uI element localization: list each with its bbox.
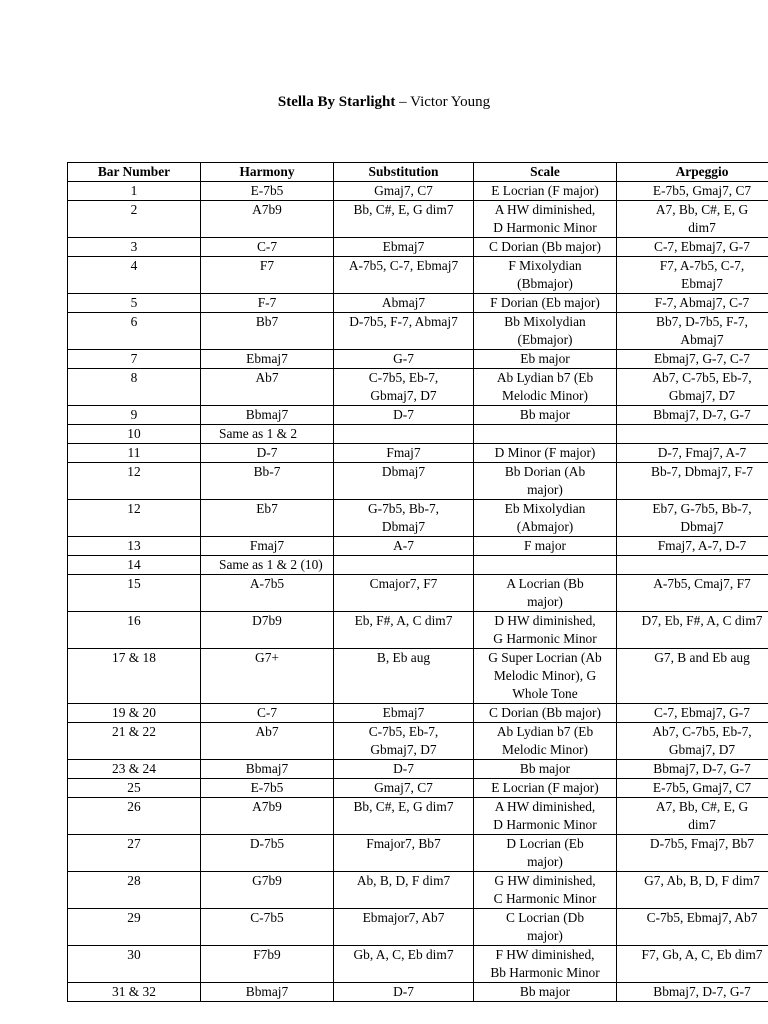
bar-number-cell: 10 [68,425,201,444]
scale-cell: F major [474,537,617,556]
arpeggio-cell: A-7b5, Cmaj7, F7 [617,575,768,612]
scale-cell: Bb Mixolydian (Ebmajor) [474,313,617,350]
harmony-cell: Same as 1 & 2 [201,425,334,444]
harmony-cell: G7+ [201,649,334,704]
scale-cell: Bb major [474,760,617,779]
arpeggio-cell: Fmaj7, A-7, D-7 [617,537,768,556]
table-row [68,313,768,350]
table-row [68,350,768,369]
table-row [68,779,768,798]
scale-cell: E Locrian (F major) [474,182,617,201]
bar-number-cell: 27 [68,835,201,872]
arpeggio-cell: D7, Eb, F#, A, C dim7 [617,612,768,649]
bar-number-cell: 28 [68,872,201,909]
bar-number-cell: 8 [68,369,201,406]
scale-cell: D HW diminished, G Harmonic Minor [474,612,617,649]
scale-cell: C Dorian (Bb major) [474,238,617,257]
arpeggio-cell: F7, Gb, A, C, Eb dim7 [617,946,768,983]
harmony-cell: E-7b5 [201,779,334,798]
scale-cell: F Mixolydian (Bbmajor) [474,257,617,294]
scale-cell: F HW diminished, Bb Harmonic Minor [474,946,617,983]
harmony-cell: E-7b5 [201,182,334,201]
substitution-cell: Ebmaj7 [334,238,474,257]
scale-cell: Ab Lydian b7 (Eb Melodic Minor) [474,369,617,406]
table-row [68,500,768,537]
arpeggio-cell: Ebmaj7, G-7, C-7 [617,350,768,369]
bar-number-cell: 25 [68,779,201,798]
harmony-cell: F7b9 [201,946,334,983]
table-row [68,425,768,444]
substitution-cell: D-7 [334,760,474,779]
arpeggio-cell: F-7, Abmaj7, C-7 [617,294,768,313]
table-header-row [68,163,768,182]
harmony-cell: A-7b5 [201,575,334,612]
scale-cell: F Dorian (Eb major) [474,294,617,313]
harmony-cell: A7b9 [201,798,334,835]
scale-cell: Bb major [474,983,617,1002]
table-row [68,182,768,201]
arpeggio-cell: A7, Bb, C#, E, G dim7 [617,798,768,835]
substitution-cell: Ebmaj7 [334,704,474,723]
scale-cell: G Super Locrian (Ab Melodic Minor), G Whole Tone [474,649,617,704]
table-row [68,723,768,760]
arpeggio-cell: E-7b5, Gmaj7, C7 [617,779,768,798]
scale-cell: G HW diminished, C Harmonic Minor [474,872,617,909]
bar-number-cell: 12 [68,500,201,537]
arpeggio-cell: Bbmaj7, D-7, G-7 [617,760,768,779]
harmony-cell: D-7 [201,444,334,463]
bar-number-cell: 14 [68,556,201,575]
table-row [68,444,768,463]
table-row [68,201,768,238]
arpeggio-cell [617,425,768,444]
table-container [67,162,768,1002]
table-body [68,182,768,1002]
table-row [68,798,768,835]
arpeggio-cell: C-7, Ebmaj7, G-7 [617,704,768,723]
substitution-cell: D-7 [334,406,474,425]
arpeggio-cell: Ab7, C-7b5, Eb-7, Gbmaj7, D7 [617,369,768,406]
bar-number-cell: 7 [68,350,201,369]
table-row [68,983,768,1002]
bar-number-cell: 29 [68,909,201,946]
header-bar-number: Bar Number [68,163,201,182]
substitution-cell: B, Eb aug [334,649,474,704]
harmony-cell: Same as 1 & 2 (10) [201,556,334,575]
scale-cell: A HW diminished, D Harmonic Minor [474,798,617,835]
table-row [68,406,768,425]
arpeggio-cell: E-7b5, Gmaj7, C7 [617,182,768,201]
table-row [68,556,768,575]
harmony-cell: F-7 [201,294,334,313]
harmony-cell: Bbmaj7 [201,406,334,425]
substitution-cell: Ebmajor7, Ab7 [334,909,474,946]
harmony-cell: Ab7 [201,369,334,406]
harmony-cell: Bb7 [201,313,334,350]
bar-number-cell: 12 [68,463,201,500]
table-row [68,760,768,779]
table-row [68,909,768,946]
substitution-cell: Gb, A, C, Eb dim7 [334,946,474,983]
bar-number-cell: 1 [68,182,201,201]
header-scale: Scale [474,163,617,182]
bar-number-cell: 21 & 22 [68,723,201,760]
substitution-cell: Fmajor7, Bb7 [334,835,474,872]
harmony-cell: Ebmaj7 [201,350,334,369]
table-row [68,575,768,612]
arpeggio-cell: D-7, Fmaj7, A-7 [617,444,768,463]
scale-cell: Bb Dorian (Ab major) [474,463,617,500]
substitution-cell: Eb, F#, A, C dim7 [334,612,474,649]
bar-number-cell: 23 & 24 [68,760,201,779]
table-row [68,238,768,257]
substitution-cell: Abmaj7 [334,294,474,313]
arpeggio-cell [617,556,768,575]
substitution-cell: A-7b5, C-7, Ebmaj7 [334,257,474,294]
scale-cell: C Dorian (Bb major) [474,704,617,723]
bar-number-cell: 5 [68,294,201,313]
header-harmony: Harmony [201,163,334,182]
arpeggio-cell: G7, Ab, B, D, F dim7 [617,872,768,909]
substitution-cell: C-7b5, Eb-7, Gbmaj7, D7 [334,723,474,760]
harmony-cell: Ab7 [201,723,334,760]
bar-number-cell: 15 [68,575,201,612]
substitution-cell: Fmaj7 [334,444,474,463]
harmony-cell: C-7 [201,238,334,257]
arpeggio-cell: C-7, Ebmaj7, G-7 [617,238,768,257]
bar-number-cell: 16 [68,612,201,649]
page-title [0,94,768,111]
table-row [68,369,768,406]
arpeggio-cell: Bb-7, Dbmaj7, F-7 [617,463,768,500]
table-row [68,704,768,723]
scale-cell: A Locrian (Bb major) [474,575,617,612]
bar-number-cell: 6 [68,313,201,350]
harmony-cell: D7b9 [201,612,334,649]
substitution-cell: Bb, C#, E, G dim7 [334,798,474,835]
arpeggio-cell: F7, A-7b5, C-7, Ebmaj7 [617,257,768,294]
bar-number-cell: 31 & 32 [68,983,201,1002]
scale-cell: C Locrian (Db major) [474,909,617,946]
substitution-cell: D-7 [334,983,474,1002]
table-row [68,294,768,313]
arpeggio-cell: D-7b5, Fmaj7, Bb7 [617,835,768,872]
scale-cell: E Locrian (F major) [474,779,617,798]
harmony-cell: C-7b5 [201,909,334,946]
table-row [68,946,768,983]
substitution-cell: G-7 [334,350,474,369]
harmony-cell: C-7 [201,704,334,723]
harmony-cell: Bb-7 [201,463,334,500]
table-row [68,612,768,649]
substitution-cell: C-7b5, Eb-7, Gbmaj7, D7 [334,369,474,406]
header-arpeggio: Arpeggio [617,163,768,182]
harmony-cell: D-7b5 [201,835,334,872]
chord-table [67,162,768,1002]
bar-number-cell: 9 [68,406,201,425]
substitution-cell [334,556,474,575]
bar-number-cell: 11 [68,444,201,463]
arpeggio-cell: Ab7, C-7b5, Eb-7, Gbmaj7, D7 [617,723,768,760]
bar-number-cell: 4 [68,257,201,294]
table-row [68,835,768,872]
header-substitution: Substitution [334,163,474,182]
scale-cell [474,425,617,444]
bar-number-cell: 13 [68,537,201,556]
table-row [68,537,768,556]
harmony-cell: Bbmaj7 [201,760,334,779]
substitution-cell: Dbmaj7 [334,463,474,500]
substitution-cell: D-7b5, F-7, Abmaj7 [334,313,474,350]
scale-cell: D Minor (F major) [474,444,617,463]
substitution-cell: Ab, B, D, F dim7 [334,872,474,909]
scale-cell: Eb Mixolydian (Abmajor) [474,500,617,537]
scale-cell: A HW diminished, D Harmonic Minor [474,201,617,238]
scale-cell: Bb major [474,406,617,425]
substitution-cell: G-7b5, Bb-7, Dbmaj7 [334,500,474,537]
arpeggio-cell: Bb7, D-7b5, F-7, Abmaj7 [617,313,768,350]
substitution-cell: A-7 [334,537,474,556]
table-row [68,463,768,500]
substitution-cell: Gmaj7, C7 [334,779,474,798]
substitution-cell: Gmaj7, C7 [334,182,474,201]
table-row [68,257,768,294]
harmony-cell: Fmaj7 [201,537,334,556]
scale-cell [474,556,617,575]
arpeggio-cell: C-7b5, Ebmaj7, Ab7 [617,909,768,946]
bar-number-cell: 30 [68,946,201,983]
substitution-cell: Cmajor7, F7 [334,575,474,612]
harmony-cell: A7b9 [201,201,334,238]
table-row [68,872,768,909]
song-title: Stella By Starlight [277,94,396,110]
arpeggio-cell: A7, Bb, C#, E, G dim7 [617,201,768,238]
composer-name: Victor Young [410,94,491,110]
bar-number-cell: 2 [68,201,201,238]
bar-number-cell: 3 [68,238,201,257]
arpeggio-cell: G7, B and Eb aug [617,649,768,704]
substitution-cell [334,425,474,444]
harmony-cell: F7 [201,257,334,294]
table-row [68,649,768,704]
bar-number-cell: 19 & 20 [68,704,201,723]
harmony-cell: Bbmaj7 [201,983,334,1002]
title-separator: – [399,94,407,110]
substitution-cell: Bb, C#, E, G dim7 [334,201,474,238]
harmony-cell: G7b9 [201,872,334,909]
arpeggio-cell: Eb7, G-7b5, Bb-7, Dbmaj7 [617,500,768,537]
bar-number-cell: 26 [68,798,201,835]
arpeggio-cell: Bbmaj7, D-7, G-7 [617,406,768,425]
arpeggio-cell: Bbmaj7, D-7, G-7 [617,983,768,1002]
scale-cell: Eb major [474,350,617,369]
bar-number-cell: 17 & 18 [68,649,201,704]
harmony-cell: Eb7 [201,500,334,537]
scale-cell: D Locrian (Eb major) [474,835,617,872]
scale-cell: Ab Lydian b7 (Eb Melodic Minor) [474,723,617,760]
